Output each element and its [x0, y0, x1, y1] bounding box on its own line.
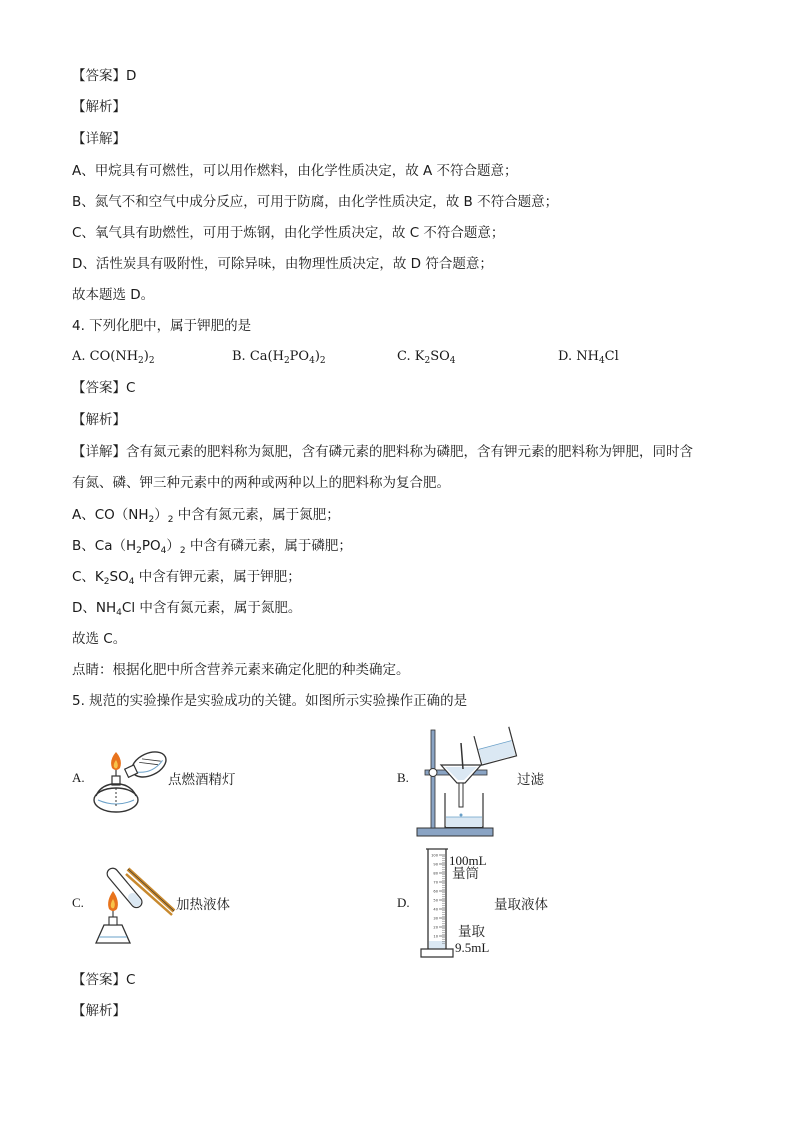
cylinder-capacity-label: 100mL — [449, 853, 487, 868]
q4-answer: 【答案】C — [72, 380, 136, 396]
q3-conclusion: 故本题选 D。 — [72, 287, 155, 303]
q4-option-d-explanation: D、$NH_4Cl$ 中含有氮元素，属于氮肥。 — [72, 600, 302, 618]
q4-detail-line-1: 【详解】含有氮元素的肥料称为氮肥，含有磷元素的肥料称为磷肥，含有钾元素的肥料称为钾肥，同时含 — [72, 444, 693, 460]
cylinder-tick-label: 10 — [433, 934, 438, 939]
fig-c-illustration — [88, 855, 178, 950]
q4-tip: 点睛：根据化肥中所含营养元素来确定化肥的种类确定。 — [72, 662, 410, 678]
q3-option-c-explanation: C、氧气具有助燃性，可用于炼钢，由化学性质决定，故 C 不符合题意； — [72, 225, 505, 241]
q4-option-c: C. $K_2SO_4$ — [397, 349, 456, 366]
fig-a-caption: 点燃酒精灯 — [168, 772, 236, 788]
cylinder-tick-label: 100 — [431, 853, 438, 858]
q4-analysis-heading: 【解析】 — [72, 412, 126, 428]
cylinder-tick-label: 80 — [433, 871, 438, 876]
measure-label: 量取 — [458, 924, 485, 940]
cylinder-tick-label: 90 — [433, 862, 438, 867]
cylinder-tick-label: 50 — [433, 898, 438, 903]
q3-detail-heading: 【详解】 — [72, 131, 126, 147]
cylinder-tick-label: 40 — [433, 907, 438, 912]
cylinder-tick-label: 70 — [433, 880, 438, 885]
fig-b-caption: 过滤 — [517, 772, 544, 788]
fig-a-letter: A. — [72, 770, 85, 785]
q3-option-b-explanation: B、氮气不和空气中成分反应，可用于防腐，由化学性质决定，故 B 不符合题意； — [72, 194, 559, 210]
q5-stem: 5. 规范的实验操作是实验成功的关键。如图所示实验操作正确的是 — [72, 693, 468, 709]
q3-answer: 【答案】D — [72, 68, 137, 84]
fig-b-illustration — [415, 725, 525, 840]
fig-d-letter: D. — [397, 895, 410, 910]
cylinder-name-label: 量筒 — [452, 866, 479, 882]
q4-detail-line-2: 有氮、磷、钾三种元素中的两种或两种以上的肥料称为复合肥。 — [72, 475, 450, 491]
q5-answer: 【答案】C — [72, 972, 136, 988]
q4-option-b-explanation: B、$Ca(H_2PO_4)_2$ 中含有磷元素，属于磷肥； — [72, 538, 352, 556]
q4-stem: 4. 下列化肥中，属于钾肥的是 — [72, 318, 252, 334]
cylinder-tick-label: 60 — [433, 889, 438, 894]
q5-analysis-heading: 【解析】 — [72, 1003, 126, 1019]
q4-option-a-explanation: A、$CO(NH_2)_2$ 中含有氮元素，属于氮肥； — [72, 507, 340, 525]
cylinder-tick-label: 30 — [433, 916, 438, 921]
fig-a-illustration — [90, 738, 170, 818]
q3-analysis-heading: 【解析】 — [72, 99, 126, 115]
q4-conclusion: 故选 C。 — [72, 631, 127, 647]
fig-c-letter: C. — [72, 895, 84, 910]
q3-option-d-explanation: D、活性炭具有吸附性，可除异味，由物理性质决定，故 D 符合题意； — [72, 256, 493, 272]
fig-c-caption: 加热液体 — [176, 897, 230, 913]
q4-option-d: D. $NH_4Cl$ — [558, 349, 619, 366]
cylinder-tick-label: 20 — [433, 925, 438, 930]
fig-d-caption: 量取液体 — [494, 897, 548, 913]
q4-option-a: A. $CO(NH_2)_2$ — [72, 349, 155, 366]
measure-volume-label: 9.5mL — [455, 940, 490, 955]
q4-option-b: B. $Ca(H_2PO_4)_2$ — [232, 349, 326, 366]
q4-option-c-explanation: C、$K_2SO_4$ 中含有钾元素，属于钾肥； — [72, 569, 301, 587]
fig-b-letter: B. — [397, 770, 409, 785]
q3-option-a-explanation: A、甲烷具有可燃性，可以用作燃料，由化学性质决定，故 A 不符合题意； — [72, 163, 518, 179]
